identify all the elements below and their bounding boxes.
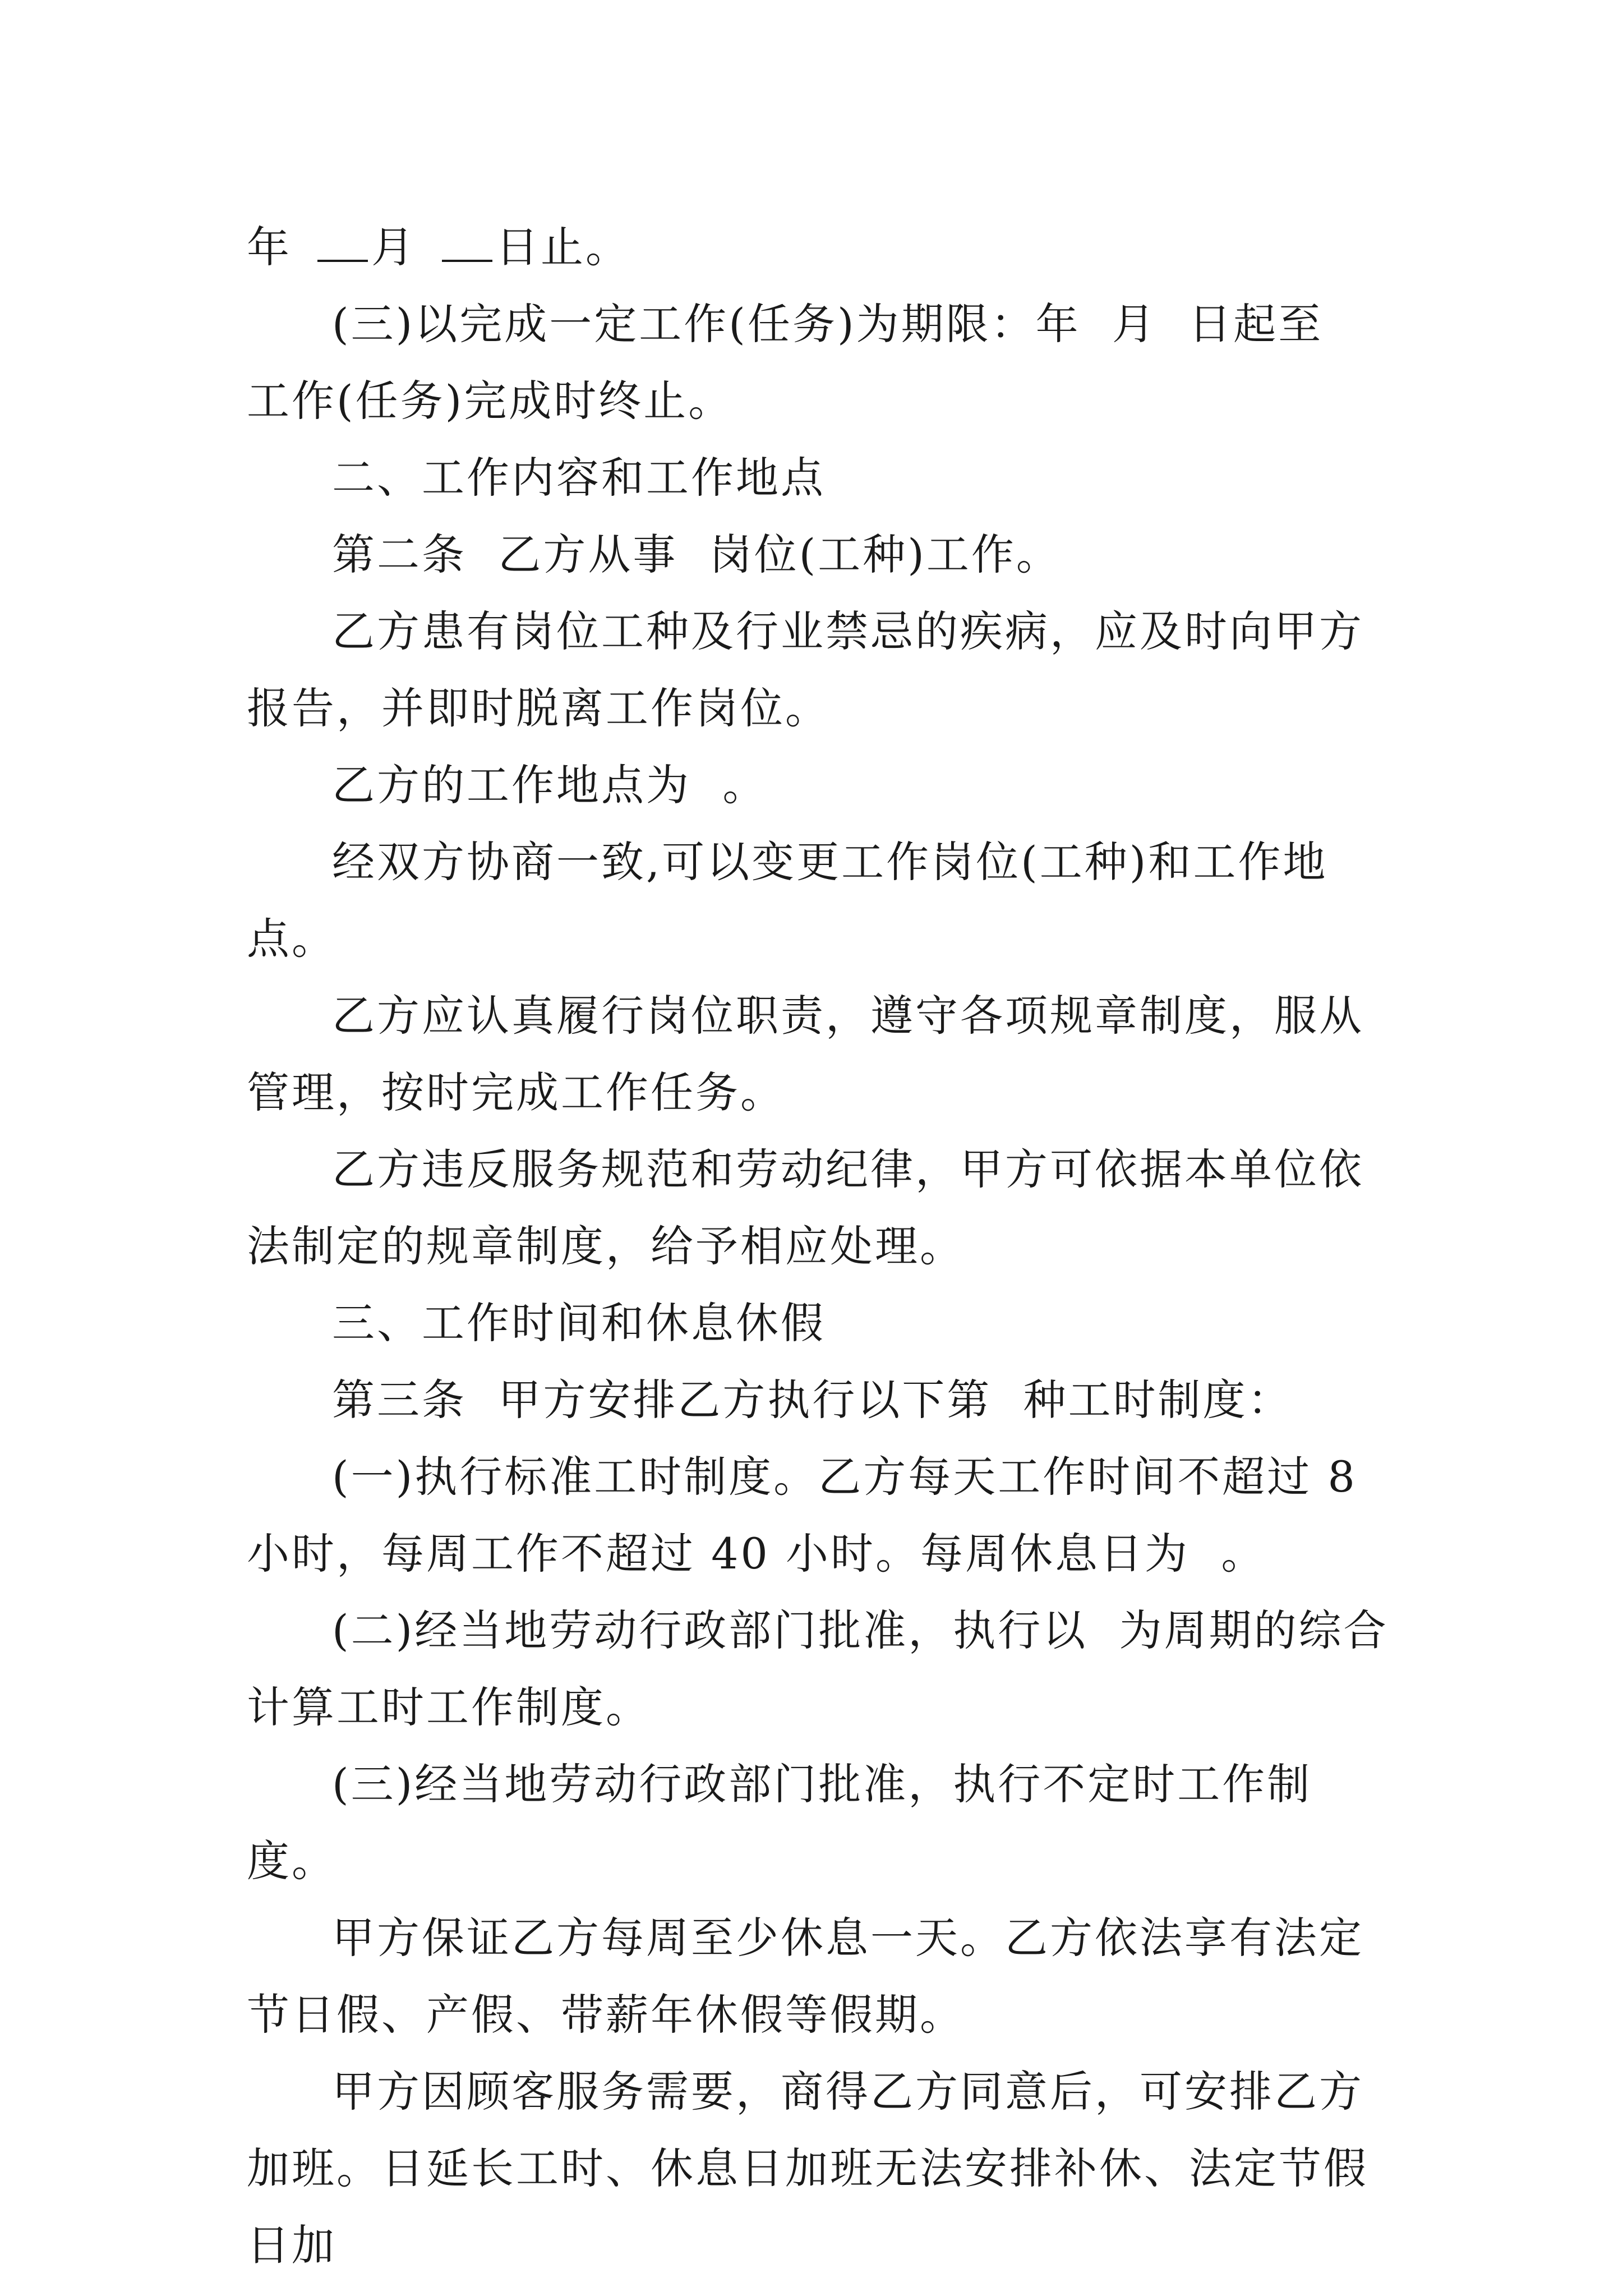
paragraph-disease-report: 乙方患有岗位工种及行业禁忌的疾病，应及时向甲方报告，并即时脱离工作岗位。 — [247, 606, 1364, 733]
text-month: 月 — [371, 222, 416, 272]
paragraph-standard-hours: (一)执行标准工时制度。乙方每天工作时间不超过 8 小时，每周工作不超过 40 小时。每周休息日为 。 — [247, 1452, 1373, 1579]
contract-body — [247, 209, 1391, 2284]
paragraph-work-location: 乙方的工作地点为 。 — [332, 760, 768, 810]
paragraph-overtime: 甲方因顾客服务需要，商得乙方同意后，可安排乙方加班。日延长工时、休息日加班无法安排补休、法定节假日加 — [247, 2067, 1368, 2270]
article-three: 第三条 甲方安排乙方执行以下第 种工时制度： — [332, 1375, 1293, 1425]
text-year: 年 — [247, 222, 292, 272]
blank-day — [442, 219, 492, 262]
text-day-end: 日止。 — [496, 222, 630, 272]
paragraph-duties: 乙方应认真履行岗位职责，遵守各项规章制度，服从管理，按时完成工作任务。 — [247, 991, 1364, 1117]
paragraph-rest-days: 甲方保证乙方每周至少休息一天。乙方依法享有法定节日假、产假、带薪年休假等假期。 — [247, 1913, 1364, 2040]
paragraph-violation: 乙方违反服务规范和劳动纪律，甲方可依据本单位依法制定的规章制度，给予相应处理。 — [247, 1144, 1364, 1271]
paragraph-flexible-hours: (三)经当地劳动行政部门批准，执行不定时工作制度。 — [247, 1759, 1312, 1886]
section-heading-work-time: 三、工作时间和休息休假 — [332, 1298, 826, 1348]
article-two: 第二条 乙方从事 岗位(工种)工作。 — [332, 530, 1061, 579]
paragraph-task-term: (三)以完成一定工作(任务)为期限：年 月 日起至 工作(任务)完成时终止。 — [247, 299, 1355, 426]
blank-month — [317, 219, 368, 262]
paragraph-term-end — [247, 209, 1391, 286]
section-heading-work-content: 二、工作内容和工作地点 — [332, 453, 826, 503]
paragraph-change-post: 经双方协商一致,可以变更工作岗位(工种)和工作地点。 — [247, 837, 1328, 964]
paragraph-comprehensive-hours: (二)经当地劳动行政部门批准，执行以 为周期的综合计算工时工作制度。 — [247, 1605, 1389, 1732]
